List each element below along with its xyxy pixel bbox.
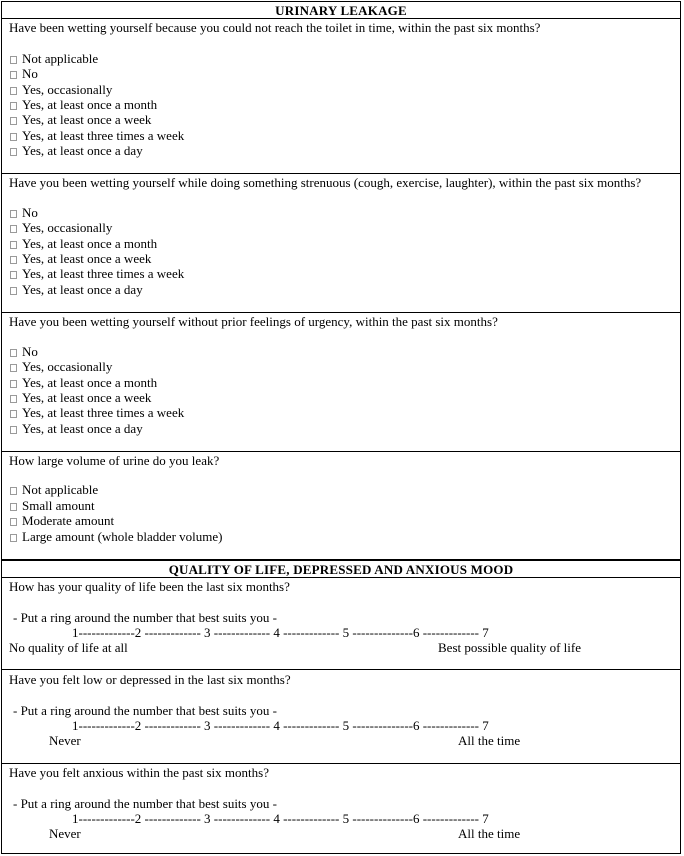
checkbox-icon[interactable]: [10, 225, 17, 233]
qol-q3-instruction: - Put a ring around the number that best suits you -: [13, 796, 277, 811]
qol-q3-scale[interactable]: 1-------------2 ------------- 3 ------------- 4 ------------- 5 --------------6 ------------- 7: [72, 811, 489, 826]
divider: [2, 18, 680, 19]
checkbox-icon[interactable]: [10, 87, 17, 95]
checkbox-icon[interactable]: [10, 102, 17, 110]
urinary-q4-option[interactable]: Large amount (whole bladder volume): [10, 529, 222, 545]
checkbox-icon[interactable]: [10, 518, 17, 526]
qol-q3-high-anchor: All the time: [458, 826, 521, 841]
urinary-q1-option[interactable]: Yes, at least three times a week: [10, 128, 184, 144]
checkbox-icon[interactable]: [10, 426, 17, 434]
urinary-q2-option[interactable]: Yes, at least once a day: [10, 282, 143, 298]
urinary-q3-option[interactable]: Yes, at least three times a week: [10, 405, 184, 421]
checkbox-icon[interactable]: [10, 487, 17, 495]
urinary-q1-option[interactable]: No: [10, 66, 38, 82]
urinary-q2-option[interactable]: Yes, at least three times a week: [10, 266, 184, 282]
urinary-q3-option[interactable]: Yes, occasionally: [10, 359, 112, 375]
urinary-q2-option[interactable]: Yes, at least once a week: [10, 251, 151, 267]
urinary-q3-option[interactable]: Yes, at least once a week: [10, 390, 151, 406]
quality-of-life-header: QUALITY OF LIFE, DEPRESSED AND ANXIOUS MOOD: [168, 562, 514, 577]
urinary-leakage-header: URINARY LEAKAGE: [275, 3, 407, 18]
divider: [2, 451, 680, 452]
urinary-q3-text: Have you been wetting yourself without prior feelings of urgency, within the past six months?: [9, 314, 498, 329]
checkbox-icon[interactable]: [10, 71, 17, 79]
urinary-q1-option[interactable]: Not applicable: [10, 51, 98, 67]
checkbox-icon[interactable]: [10, 271, 17, 279]
checkbox-icon[interactable]: [10, 503, 17, 511]
urinary-q1-text: Have been wetting yourself because you could not reach the toilet in time, within the past six months?: [9, 20, 541, 35]
qol-q1-high-anchor: Best possible quality of life: [438, 640, 581, 655]
checkbox-icon[interactable]: [10, 410, 17, 418]
divider: [2, 763, 680, 764]
checkbox-icon[interactable]: [10, 148, 17, 156]
urinary-q2-option[interactable]: Yes, at least once a month: [10, 236, 157, 252]
qol-q2-high-anchor: All the time: [458, 733, 521, 748]
qol-q1-scale[interactable]: 1-------------2 ------------- 3 ------------- 4 ------------- 5 --------------6 ------------- 7: [72, 625, 489, 640]
divider: [2, 173, 680, 174]
qol-q1-instruction: - Put a ring around the number that best suits you -: [13, 610, 277, 625]
urinary-q2-option[interactable]: No: [10, 205, 38, 221]
qol-q2-low-anchor: Never: [49, 733, 81, 748]
checkbox-icon[interactable]: [10, 380, 17, 388]
questionnaire-frame: [1, 1, 681, 854]
checkbox-icon[interactable]: [10, 210, 17, 218]
checkbox-icon[interactable]: [10, 256, 17, 264]
divider: [2, 312, 680, 313]
checkbox-icon[interactable]: [10, 534, 17, 542]
urinary-q4-option[interactable]: Not applicable: [10, 482, 98, 498]
qol-q2-text: Have you felt low or depressed in the last six months?: [9, 672, 291, 687]
qol-q2-instruction: - Put a ring around the number that best suits you -: [13, 703, 277, 718]
urinary-q4-text: How large volume of urine do you leak?: [9, 453, 220, 468]
checkbox-icon[interactable]: [10, 287, 17, 295]
urinary-q1-option[interactable]: Yes, occasionally: [10, 82, 112, 98]
urinary-q3-option[interactable]: No: [10, 344, 38, 360]
urinary-q4-option[interactable]: Small amount: [10, 498, 95, 514]
checkbox-icon[interactable]: [10, 133, 17, 141]
checkbox-icon[interactable]: [10, 364, 17, 372]
divider: [2, 669, 680, 670]
qol-q1-low-anchor: No quality of life at all: [9, 640, 128, 655]
urinary-q3-option[interactable]: Yes, at least once a day: [10, 421, 143, 437]
urinary-q1-option[interactable]: Yes, at least once a month: [10, 97, 157, 113]
checkbox-icon[interactable]: [10, 241, 17, 249]
urinary-q1-option[interactable]: Yes, at least once a day: [10, 143, 143, 159]
urinary-q4-option[interactable]: Moderate amount: [10, 513, 114, 529]
section-divider: [2, 559, 680, 561]
urinary-q3-option[interactable]: Yes, at least once a month: [10, 375, 157, 391]
urinary-q1-option[interactable]: Yes, at least once a week: [10, 112, 151, 128]
qol-q1-text: How has your quality of life been the last six months?: [9, 579, 290, 594]
urinary-q2-option[interactable]: Yes, occasionally: [10, 220, 112, 236]
qol-q3-low-anchor: Never: [49, 826, 81, 841]
qol-q2-scale[interactable]: 1-------------2 ------------- 3 ------------- 4 ------------- 5 --------------6 ------------- 7: [72, 718, 489, 733]
divider: [2, 577, 680, 578]
checkbox-icon[interactable]: [10, 117, 17, 125]
urinary-q2-text: Have you been wetting yourself while doing something strenuous (cough, exercise, laughter), within the past six months?: [9, 175, 642, 190]
checkbox-icon[interactable]: [10, 395, 17, 403]
checkbox-icon[interactable]: [10, 56, 17, 64]
checkbox-icon[interactable]: [10, 349, 17, 357]
qol-q3-text: Have you felt anxious within the past six months?: [9, 765, 269, 780]
